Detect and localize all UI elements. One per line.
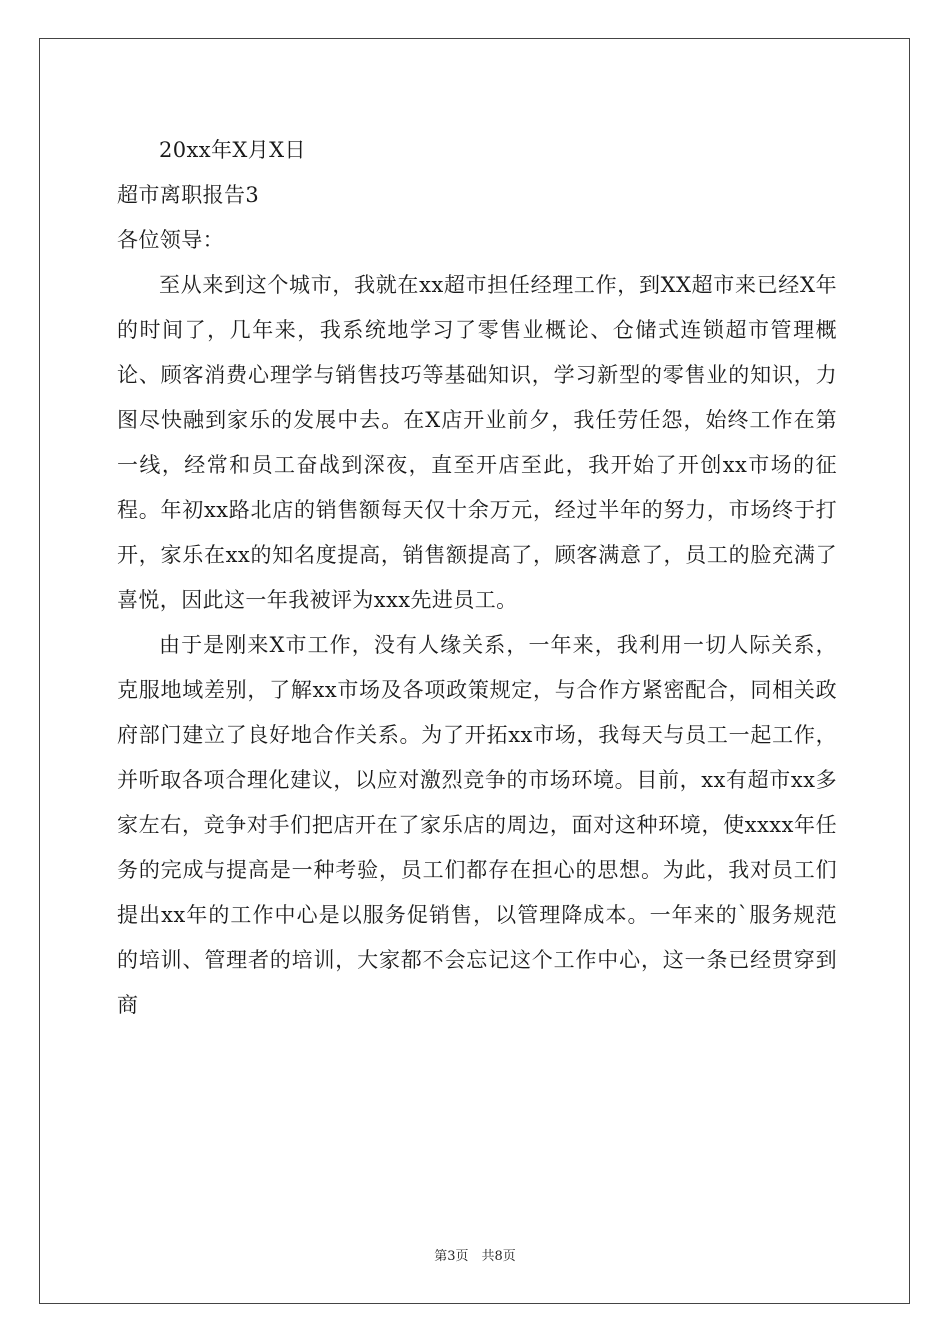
salutation: 各位领导：: [117, 228, 224, 252]
page-number: 第3页 共8页: [434, 1249, 516, 1264]
document-title: 超市离职报告3: [117, 183, 260, 207]
document-body: [117, 128, 837, 1028]
paragraph-1: 至从来到这个城市，我就在xx超市担任经理工作，到XX超市来已经X年的时间了，几年来，我系统地学习了零售业概论、仓储式连锁超市管理概论、顾客消费心理学与销售技巧等基础知识，学习新型的零售业的知识，力图尽快融到家乐的发展中去。在X店开业前夕，我任劳任怨，始终工作在第一线，经常和员工奋战到深夜，直至开店至此，我开始了开创xx市场的征程。年初xx路北店的销售额每天仅十余万元，经过半年的努力，市场终于打开，家乐在xx的知名度提高，销售额提高了，顾客满意了，员工的脸充满了喜悦，因此这一年我被评为xxx先进员工。: [117, 273, 837, 612]
date-line: 20xx年X月X日: [159, 138, 306, 162]
paragraph-2: 由于是刚来X市工作，没有人缘关系，一年来，我利用一切人际关系，克服地域差别，了解xx市场及各项政策规定，与合作方紧密配合，同相关政府部门建立了良好地合作关系。为了开拓xx市场，我每天与员工一起工作，并听取各项合理化建议，以应对激烈竞争的市场环境。目前，xx有超市xx多家左右，竞争对手们把店开在了家乐店的周边，面对这种环境，使xxxx年任务的完成与提高是一种考验，员工们都存在担心的思想。为此，我对员工们提出xx年的工作中心是以服务促销售，以管理降成本。一年来的`服务规范的培训、管理者的培训，大家都不会忘记这个工作中心，这一条已经贯穿到商: [117, 633, 837, 1017]
